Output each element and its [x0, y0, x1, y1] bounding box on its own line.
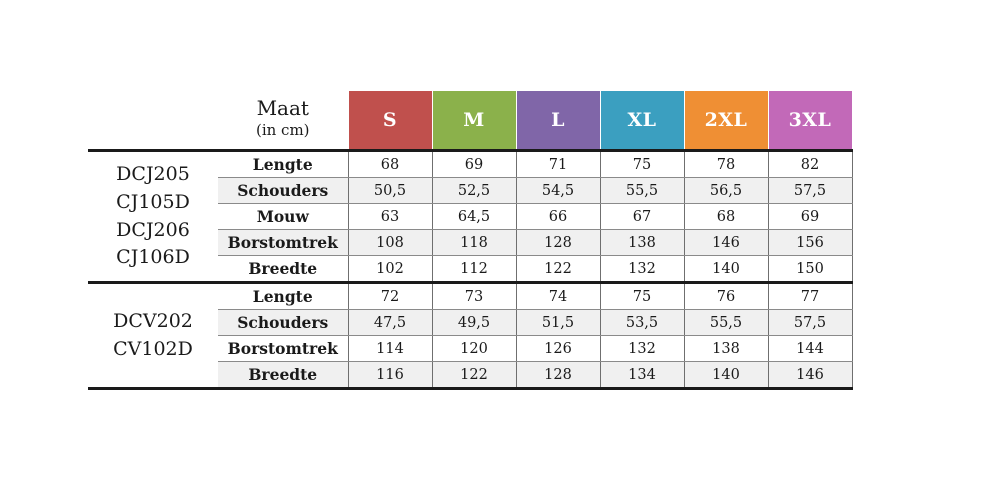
measure-value: 126	[516, 336, 600, 362]
measure-value: 53,5	[600, 310, 684, 336]
measure-value: 75	[600, 283, 684, 310]
measure-value: 134	[600, 362, 684, 389]
measure-value: 51,5	[516, 310, 600, 336]
measure-value: 132	[600, 336, 684, 362]
product-code-group	[88, 151, 218, 283]
measure-value: 72	[348, 283, 432, 310]
measure-value: 128	[516, 362, 600, 389]
measure-value: 66	[516, 204, 600, 230]
measure-value: 54,5	[516, 178, 600, 204]
measure-value: 146	[684, 230, 768, 256]
size-header-cell: 2XL	[684, 91, 768, 151]
product-code: DCJ206	[116, 218, 190, 241]
size-header-cell: L	[516, 91, 600, 151]
product-code: DCJ205	[116, 163, 190, 186]
measure-value: 47,5	[348, 310, 432, 336]
measure-value: 49,5	[432, 310, 516, 336]
measure-value: 122	[516, 256, 600, 283]
size-header-cell: M	[432, 91, 516, 151]
measure-value: 69	[768, 204, 852, 230]
measure-label: Mouw	[218, 204, 348, 230]
measure-value: 77	[768, 283, 852, 310]
measure-label: Breedte	[218, 256, 348, 283]
measure-value: 140	[684, 256, 768, 283]
table-row	[88, 283, 852, 310]
measure-value: 74	[516, 283, 600, 310]
measure-value: 82	[768, 151, 852, 178]
measure-value: 50,5	[348, 178, 432, 204]
measure-value: 67	[600, 204, 684, 230]
measure-value: 63	[348, 204, 432, 230]
header-maat-subtitle: (in cm)	[255, 120, 310, 139]
measure-label: Borstomtrek	[218, 336, 348, 362]
measure-value: 68	[684, 204, 768, 230]
measure-label: Borstomtrek	[218, 230, 348, 256]
measure-value: 108	[348, 230, 432, 256]
measure-value: 118	[432, 230, 516, 256]
measure-value: 55,5	[684, 310, 768, 336]
measure-label: Lengte	[218, 151, 348, 178]
product-code: DCV202	[113, 309, 193, 332]
measure-value: 150	[768, 256, 852, 283]
product-code-group	[88, 283, 218, 389]
measure-value: 138	[600, 230, 684, 256]
measure-value: 78	[684, 151, 768, 178]
table-row	[88, 151, 852, 178]
measure-value: 55,5	[600, 178, 684, 204]
product-code: CJ106D	[116, 246, 190, 269]
measure-value: 73	[432, 283, 516, 310]
measure-value: 52,5	[432, 178, 516, 204]
measure-value: 112	[432, 256, 516, 283]
measure-label: Schouders	[218, 178, 348, 204]
measure-label: Lengte	[218, 283, 348, 310]
header-spacer-cell	[88, 91, 218, 151]
measure-value: 68	[348, 151, 432, 178]
measure-value: 76	[684, 283, 768, 310]
measure-value: 57,5	[768, 178, 852, 204]
measure-value: 116	[348, 362, 432, 389]
measure-value: 71	[516, 151, 600, 178]
measure-value: 64,5	[432, 204, 516, 230]
size-header-cell: XL	[600, 91, 684, 151]
measure-value: 156	[768, 230, 852, 256]
header-maat-title: Maat	[256, 95, 309, 120]
measure-value: 140	[684, 362, 768, 389]
measure-value: 114	[348, 336, 432, 362]
measure-value: 132	[600, 256, 684, 283]
measure-value: 146	[768, 362, 852, 389]
header-maat-label	[218, 91, 348, 151]
measure-value: 102	[348, 256, 432, 283]
size-header-cell: S	[348, 91, 432, 151]
measure-value: 144	[768, 336, 852, 362]
product-code: CV102D	[113, 337, 193, 360]
measure-label: Schouders	[218, 310, 348, 336]
product-code: CJ105D	[116, 190, 190, 213]
size-chart-table	[88, 90, 853, 390]
size-header-cell: 3XL	[768, 91, 852, 151]
measure-value: 75	[600, 151, 684, 178]
measure-label: Breedte	[218, 362, 348, 389]
measure-value: 56,5	[684, 178, 768, 204]
measure-value: 120	[432, 336, 516, 362]
measure-value: 138	[684, 336, 768, 362]
measure-value: 122	[432, 362, 516, 389]
measure-value: 69	[432, 151, 516, 178]
measure-value: 128	[516, 230, 600, 256]
measure-value: 57,5	[768, 310, 852, 336]
table-header-row	[88, 91, 852, 151]
